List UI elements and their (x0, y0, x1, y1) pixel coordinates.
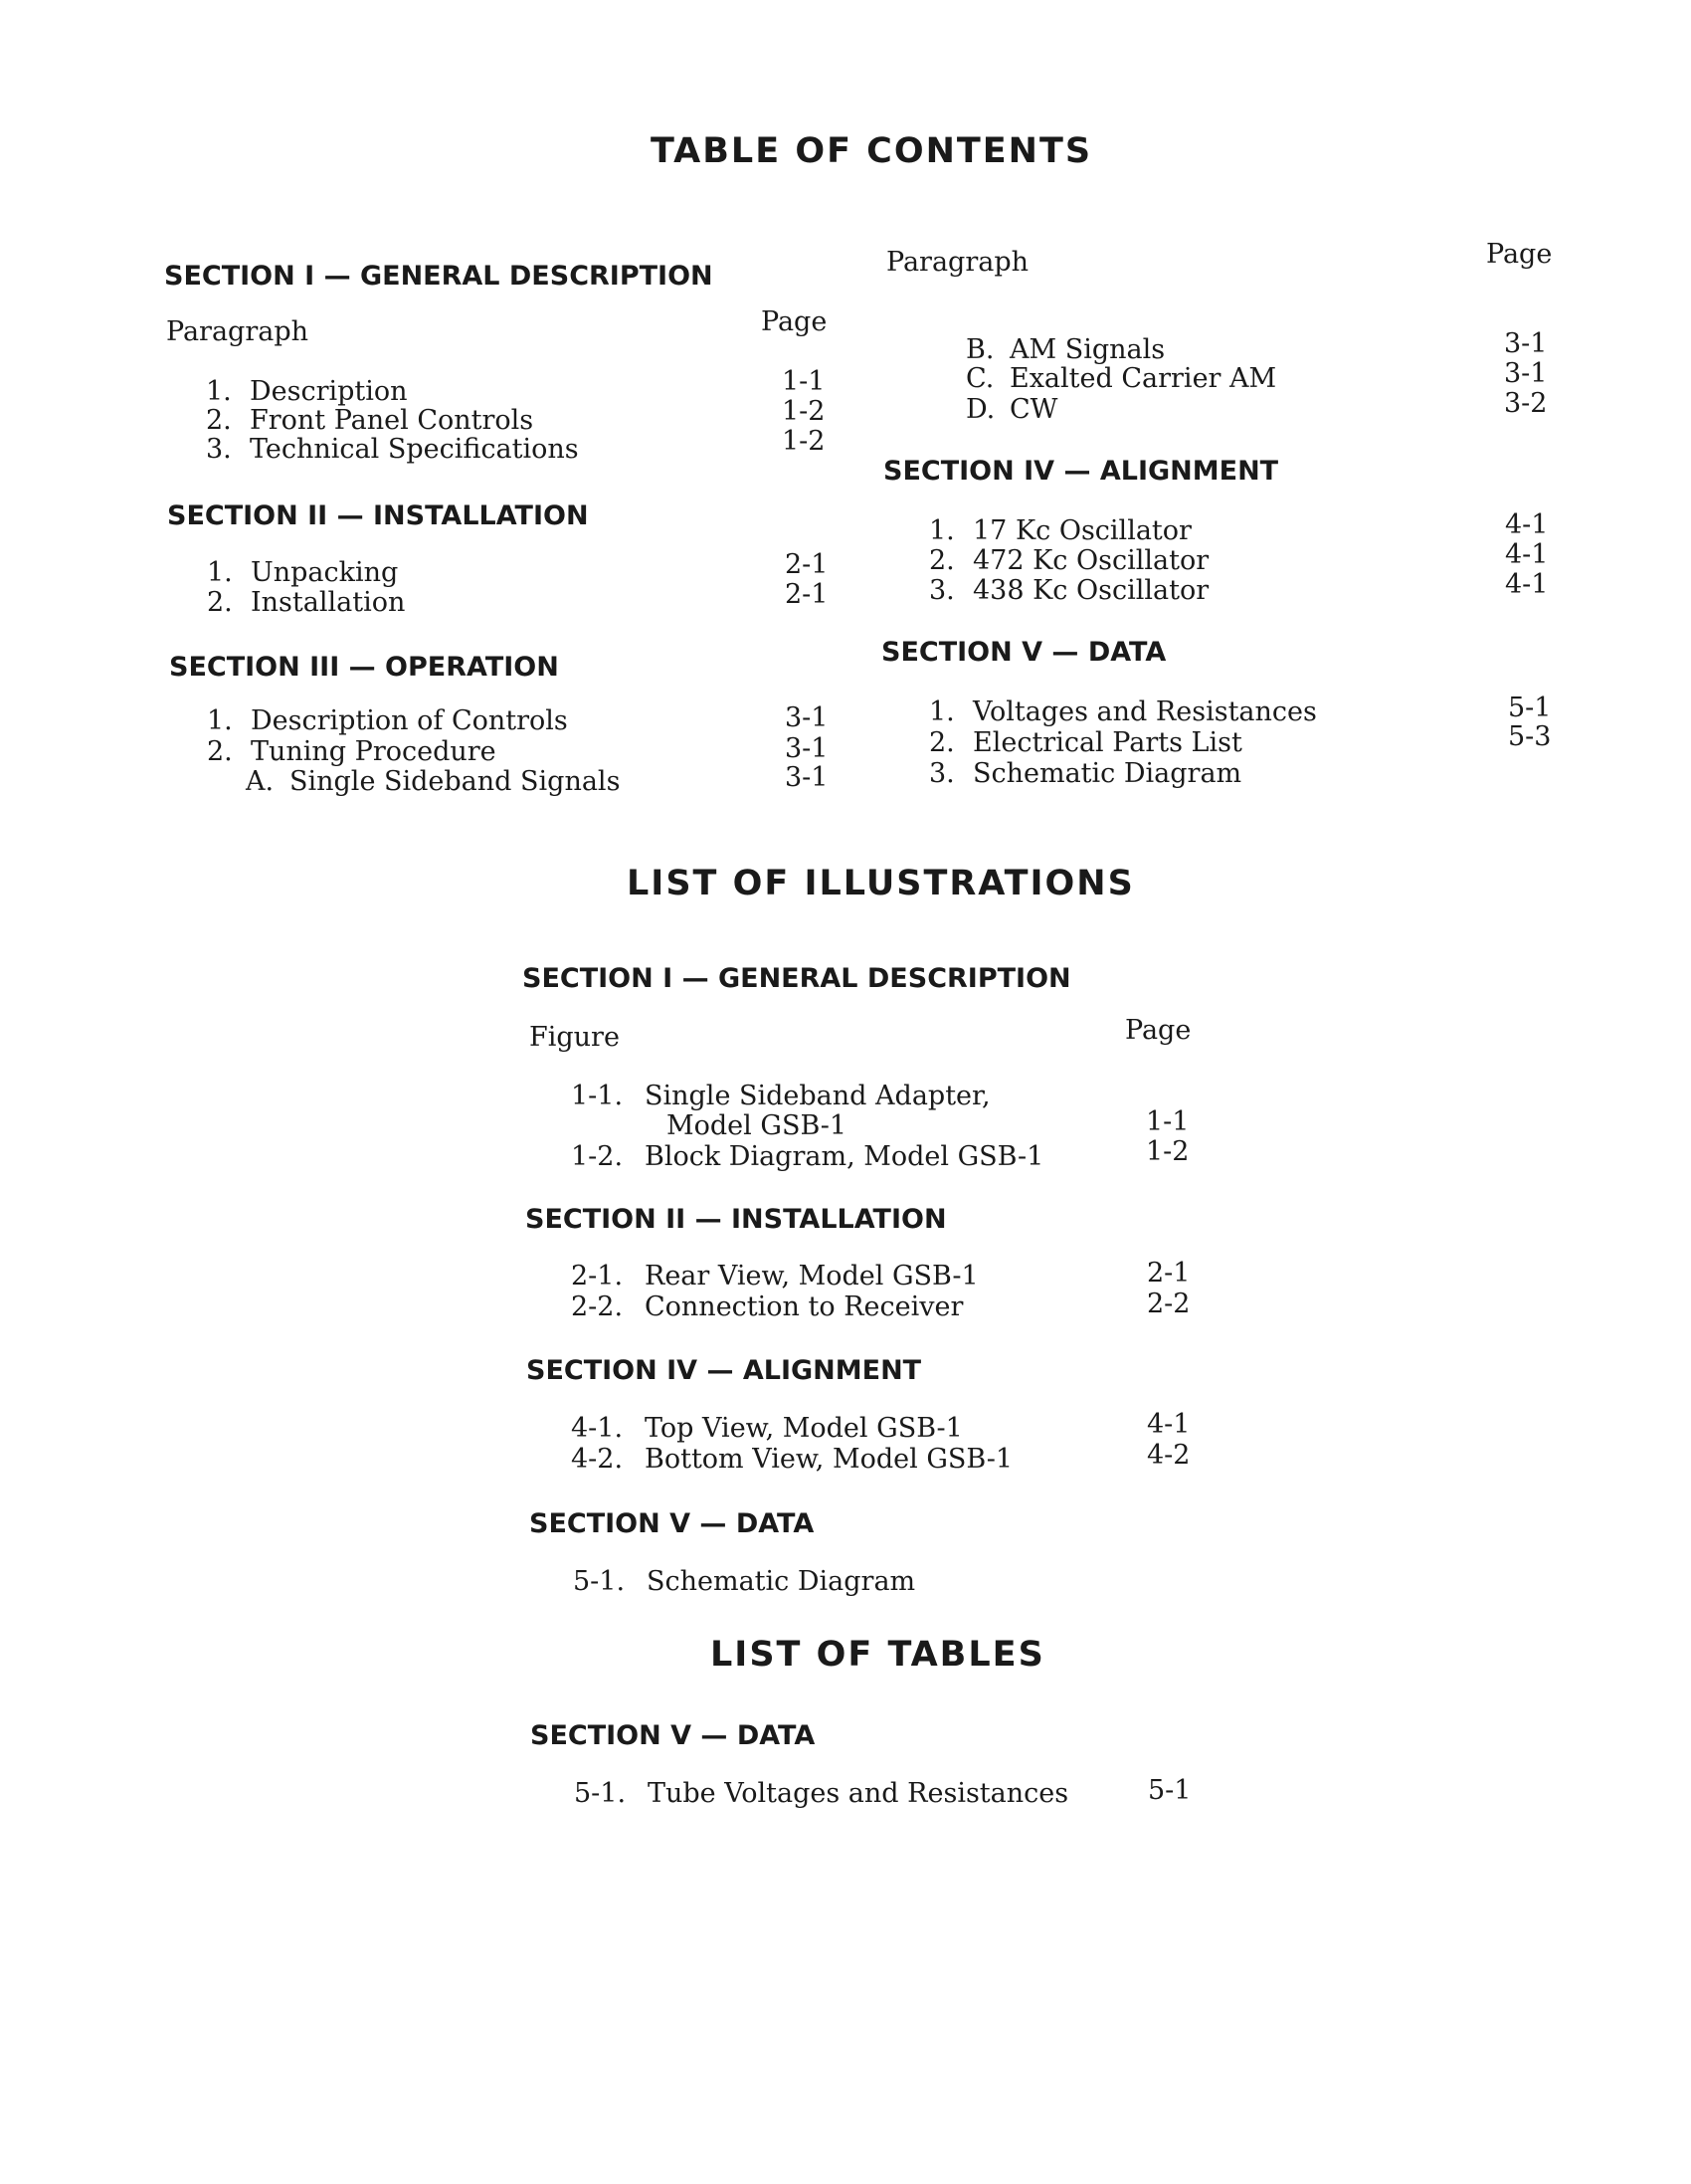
toc-section-5-heading: SECTION V — DATA (881, 637, 1167, 668)
illus-entry: 1-1. Single Sideband Adapter, (571, 1081, 991, 1111)
illus-entry: 5-1. Schematic Diagram (573, 1566, 916, 1597)
toc-page: 4-1 (1505, 539, 1549, 570)
toc-entry: B. AM Signals (966, 334, 1166, 365)
illus-page: 4-2 (1147, 1440, 1191, 1471)
illus-section-5-heading: SECTION V — DATA (529, 1508, 815, 1539)
illus-page-label: Page (1125, 1015, 1192, 1046)
toc-entry: 2. 472 Kc Oscillator (929, 545, 1210, 576)
illus-entry: 4-1. Top View, Model GSB-1 (571, 1413, 963, 1444)
toc-page: 3-2 (1504, 388, 1548, 419)
illus-entry: 2-1. Rear View, Model GSB-1 (571, 1261, 979, 1291)
toc-left-page-label: Page (761, 306, 828, 337)
toc-entry: A. Single Sideband Signals (246, 766, 621, 797)
toc-entry: 2. Tuning Procedure (207, 736, 496, 767)
tables-title: LIST OF TABLES (710, 1635, 1045, 1675)
toc-page: 3-1 (785, 702, 829, 733)
toc-section-1-heading: SECTION I — GENERAL DESCRIPTION (164, 261, 713, 292)
toc-page: 3-1 (785, 733, 829, 764)
toc-page: 3-1 (785, 762, 829, 793)
illus-figure-label: Figure (529, 1022, 620, 1053)
toc-entry: 2. Installation (207, 587, 406, 618)
toc-page: 1-2 (782, 426, 826, 457)
toc-section-2-heading: SECTION II — INSTALLATION (167, 500, 589, 531)
toc-section-4-heading: SECTION IV — ALIGNMENT (883, 456, 1279, 487)
toc-page: 4-1 (1505, 569, 1549, 600)
toc-page: 2-1 (785, 549, 829, 580)
illustrations-title: LIST OF ILLUSTRATIONS (627, 864, 1135, 903)
illus-page: 1-1 (1146, 1106, 1190, 1137)
toc-right-paragraph-label: Paragraph (886, 247, 1030, 278)
illus-page: 2-1 (1147, 1258, 1191, 1289)
toc-page: 4-1 (1505, 509, 1549, 540)
toc-entry: 3. Schematic Diagram (929, 758, 1242, 789)
illus-entry: 2-2. Connection to Receiver (571, 1291, 964, 1322)
toc-right-page-label: Page (1486, 239, 1553, 270)
illus-entry-continuation: Model GSB-1 (666, 1110, 847, 1141)
toc-entry: D. CW (966, 394, 1058, 425)
toc-page: 1-1 (782, 366, 826, 397)
toc-entry: 3. Technical Specifications (206, 434, 579, 465)
toc-page: 1-2 (782, 396, 826, 427)
toc-entry: 2. Front Panel Controls (206, 405, 534, 436)
toc-entry: C. Exalted Carrier AM (966, 363, 1277, 394)
toc-page: 5-3 (1508, 721, 1552, 752)
toc-entry: 1. Voltages and Resistances (929, 696, 1317, 727)
illus-page: 1-2 (1146, 1136, 1190, 1167)
table-page: 5-1 (1148, 1775, 1192, 1806)
toc-entry: 3. 438 Kc Oscillator (929, 575, 1210, 606)
toc-entry: 1. 17 Kc Oscillator (929, 515, 1192, 546)
toc-left-paragraph-label: Paragraph (166, 316, 309, 347)
illus-section-1-heading: SECTION I — GENERAL DESCRIPTION (522, 963, 1071, 994)
tables-section-5-heading: SECTION V — DATA (530, 1720, 816, 1751)
toc-entry: 1. Description of Controls (207, 705, 568, 736)
toc-entry: 1. Description (206, 376, 408, 407)
illus-section-4-heading: SECTION IV — ALIGNMENT (526, 1355, 922, 1386)
toc-page: 3-1 (1504, 358, 1548, 389)
toc-page: 2-1 (785, 579, 829, 610)
toc-entry: 1. Unpacking (207, 557, 399, 588)
illus-entry: 4-2. Bottom View, Model GSB-1 (571, 1444, 1014, 1475)
table-entry: 5-1. Tube Voltages and Resistances (574, 1778, 1069, 1809)
illus-page: 2-2 (1147, 1289, 1191, 1319)
toc-page: 5-1 (1508, 693, 1552, 723)
illus-entry: 1-2. Block Diagram, Model GSB-1 (571, 1141, 1044, 1172)
toc-entry: 2. Electrical Parts List (929, 727, 1242, 758)
illus-page: 4-1 (1147, 1409, 1191, 1440)
toc-page: 3-1 (1504, 328, 1548, 359)
illus-section-2-heading: SECTION II — INSTALLATION (525, 1204, 947, 1235)
toc-title: TABLE OF CONTENTS (651, 131, 1093, 171)
toc-section-3-heading: SECTION III — OPERATION (169, 652, 559, 683)
